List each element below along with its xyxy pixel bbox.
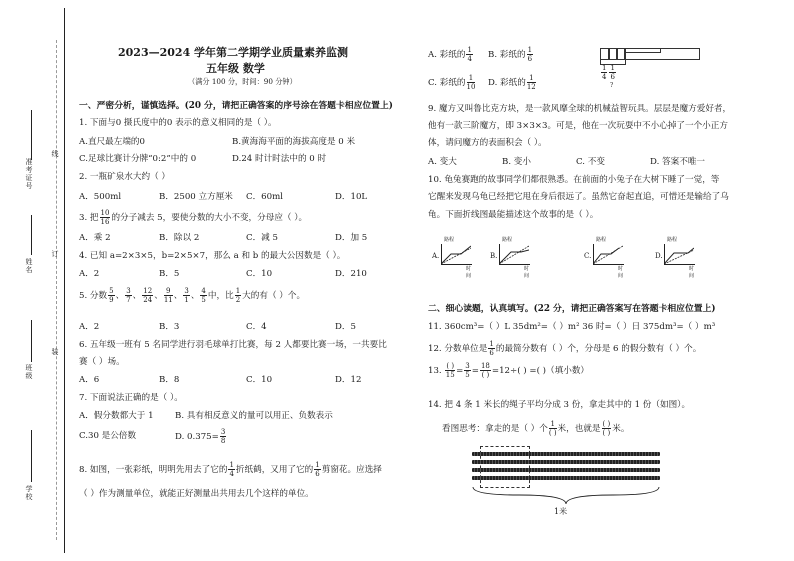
q7-option-a[interactable]: A．假分数都大于 1 (79, 411, 154, 421)
q6-option-d[interactable]: D．12 (335, 375, 362, 385)
q2-option-a[interactable]: A．500ml (79, 192, 122, 202)
question-9-line1: 9. 魔方又叫鲁比克方块，是一款风靡全球的机械益智玩具。层层是魔方爱好者， (428, 104, 732, 114)
q5-option-a[interactable]: A．2 (79, 322, 100, 332)
question-6-line2: 赛（ ）场。 (79, 357, 125, 367)
q4-option-c[interactable]: C．10 (246, 269, 273, 279)
q8-option-b[interactable]: B. 彩纸的 $\frac{1}{6}$ (488, 46, 533, 63)
exam-id-label: 准考证号 (25, 158, 33, 190)
q3-option-d[interactable]: D．加 5 (335, 233, 368, 243)
question-6-line1: 6. 五年级一班有 5 名同学进行羽毛球单打比赛，每 2 人都要比赛一场，一共要比 (79, 340, 387, 350)
q8-option-a[interactable]: A. 彩纸的 $\frac{1}{4}$ (428, 46, 472, 63)
question-9-line3: 体，请问魔方的表面积会（ ）。 (428, 138, 547, 148)
question-7: 7. 下面说法正确的是（ ）。 (79, 393, 183, 403)
q14-rope-figure (472, 446, 660, 518)
question-10-line3: 龟。下面折线图最能描述这个故事的是（ ）。 (428, 210, 599, 220)
cut-word-bind: 订 (51, 250, 59, 258)
q8-paper-figure: $\frac{1}{4}$ $\frac{1}{6}$ ? (600, 46, 700, 91)
q8-option-c[interactable]: C. 彩纸的 $\frac{1}{10}$ (428, 74, 476, 91)
q1-option-a[interactable]: A.直尺最左端的0 (79, 137, 145, 147)
q7-option-d[interactable]: D. 0.375= $\frac{3}{8}$ (175, 428, 226, 445)
question-10-line1: 10. 龟兔赛跑的故事同学们都很熟悉。在前面的小兔子在大树下睡了一觉，等 (428, 175, 720, 185)
question-14-prompt: 看图思考：拿走的是（ ）个 $\frac{1}{( )}$ 米，也就是 $\frac{( )}{( )}$ 米。 (442, 420, 630, 437)
q4-option-a[interactable]: A．2 (79, 269, 100, 279)
q7-option-b[interactable]: B. 具有相反意义的量可以用正、负数表示 (175, 411, 333, 421)
page-title: 2023—2024 学年第二学期学业质量素养监测 (118, 46, 349, 59)
question-11: 11. 360cm³=（ ）L 35dm²=（ ）m² 36 时=（ ）日 375dm³=（ ）m³ (428, 322, 716, 332)
q9-option-c[interactable]: C. 不变 (576, 157, 605, 167)
question-10-line2: 它醒来发现乌龟已经把它甩在身后很远了。虽然它奋起直追，可惜还是输给了乌 (428, 192, 729, 202)
cut-word-line: 线 (51, 150, 59, 158)
class-label: 班级 (25, 364, 33, 380)
q6-option-c[interactable]: C．10 (246, 375, 273, 385)
q10-chart-d[interactable]: 路程 D. 时间 (655, 237, 695, 279)
q2-option-c[interactable]: C．60ml (246, 192, 284, 202)
q2-option-d[interactable]: D．10L (335, 192, 368, 202)
exam-id-line (31, 110, 33, 160)
exam-meta: （满分 100 分，时间：90 分钟） (188, 77, 297, 86)
question-2: 2. 一瓶矿泉水大约（ ） (79, 172, 171, 182)
q6-option-a[interactable]: A．6 (79, 375, 100, 385)
q1-option-d[interactable]: D.24 时计时法中的 0 时 (232, 154, 327, 164)
q3-option-b[interactable]: B．除以 2 (159, 233, 200, 243)
q9-option-a[interactable]: A. 变大 (428, 157, 457, 167)
q5-option-c[interactable]: C．4 (246, 322, 267, 332)
q10-chart-b[interactable]: 路程 B. 时间 (490, 237, 530, 279)
q5-option-b[interactable]: B．3 (159, 322, 180, 332)
q8-option-d[interactable]: D. 彩纸的 $\frac{1}{12}$ (488, 74, 536, 91)
name-line (31, 215, 33, 255)
page-subtitle: 五年级 数学 (206, 62, 265, 75)
question-1: 1. 下面与0 摄氏度中的0 表示的意义相同的是（ ）。 (79, 118, 277, 128)
question-9-line2: 他有一款三阶魔方，即 3×3×3。可是，他在一次玩耍中不小心掉了一个小正方 (428, 121, 728, 131)
name-label: 姓名 (25, 258, 33, 274)
class-line (31, 320, 33, 362)
q10-chart-c[interactable]: 路程 C. 时间 (584, 237, 624, 279)
question-13: 13. $\frac{( )}{15}$ = $\frac{3}{5}$ = $\frac{18}{( )}$ =12÷( ) =( )（填小数） (428, 362, 590, 379)
q6-option-b[interactable]: B．8 (159, 375, 180, 385)
school-label: 学校 (25, 485, 33, 501)
binding-dash-line (56, 40, 57, 540)
question-8-line1: 8. 如图，一张彩纸，明明先用去了它的 $\frac{1}{4}$ 折纸鹤，又用了它的 $\frac{1}{6}$ 剪窗花。应选择 (79, 461, 382, 478)
q1-option-b[interactable]: B.黄海海平面的海拔高度是 0 米 (232, 137, 356, 147)
q5-option-d[interactable]: D．5 (335, 322, 356, 332)
q3-option-a[interactable]: A．乘 2 (79, 233, 111, 243)
question-8-line2: （ ）作为测量单位，就能正好测量出共用去几个这样的单位。 (79, 489, 314, 499)
q10-chart-a[interactable]: 路程 A. 时间 (432, 237, 472, 279)
binding-line (64, 8, 65, 553)
q4-option-d[interactable]: D．210 (335, 269, 367, 279)
question-5: 5. 分数 $\frac{5}{9}$ 、 $\frac{3}{7}$ 、 $\frac{12}{24}$ 、 $\frac{9}{11}$ 、 $\frac{3}{1}$ 、 $\frac{4}{5}$ 中，比 $\frac{1}{2}$ 大的有（ ）个。 (79, 287, 306, 304)
q9-option-b[interactable]: B. 变小 (502, 157, 531, 167)
q3-fraction: $\frac{10}{16}$ (100, 209, 110, 226)
question-12: 12. 分数单位是 $\frac{1}{6}$ 的最简分数有（ ）个，分母是 6 的假分数有（ ）个。 (428, 340, 702, 357)
school-line (31, 430, 33, 482)
q2-option-b[interactable]: B．2500 立方厘米 (159, 192, 233, 202)
q4-option-b[interactable]: B．5 (159, 269, 180, 279)
question-3: 3. 把 $\frac{10}{16}$ 的分子减去 5，要使分数的大小不变，分母应（ ）。 (79, 209, 308, 226)
q14-figure-label: 1米 (554, 507, 568, 516)
question-14: 14. 把 4 条 1 米长的绳子平均分成 3 份，拿走其中的 1 份（如图）。 (428, 400, 691, 410)
question-4: 4. 已知 a=2×3×5，b=2×5×7，那么 a 和 b 的最大公因数是（ ）。 (79, 251, 346, 261)
section-two-heading: 二、细心读题，认真填写。(22 分，请把正确答案写在答题卡相应位置上) (428, 304, 716, 314)
q9-option-d[interactable]: D. 答案不唯一 (650, 157, 706, 167)
cut-word-pack: 装 (51, 348, 59, 356)
q3-option-c[interactable]: C．减 5 (246, 233, 278, 243)
q1-option-c[interactable]: C.足球比赛计分牌“0:2”中的 0 (79, 154, 197, 164)
q7-option-c[interactable]: C.30 是公倍数 (79, 431, 137, 441)
section-one-heading: 一、严密分析，谨慎选择。(20 分，请把正确答案的序号涂在答题卡相应位置上) (79, 101, 393, 111)
